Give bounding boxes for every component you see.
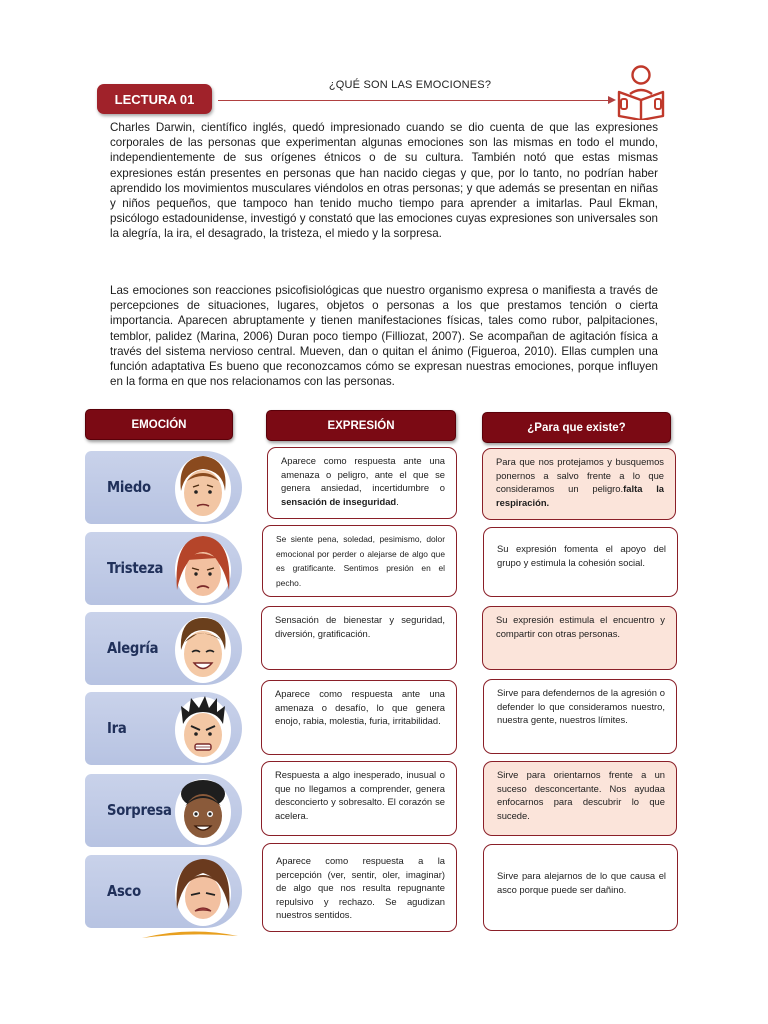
sad-face-icon [167,528,239,608]
purpose-text-bold: falta la respiración. [496,483,665,508]
purpose-card-tristeza [483,527,678,597]
surprised-face-icon [167,770,239,850]
purpose-card-miedo [482,448,676,520]
expression-card-ira [261,680,457,755]
disgust-face-icon [167,851,239,931]
expression-text: Aparece como respuesta ante una amenaza o desafío, lo que genera enojo, rabia, molestia, furia, irritabilidad. [275,688,445,727]
lectura-badge: LECTURA 01 [97,84,212,114]
purpose-card-ira [483,679,677,754]
purpose-card-alegria [482,606,677,670]
happy-face-icon [167,608,239,688]
expression-card-miedo [267,447,457,519]
emotion-panel-sorpresa [85,774,242,847]
angry-face-icon [167,688,239,768]
expression-text-end: . [396,495,399,507]
emotion-panel-asco [85,855,242,928]
column-header-emotion: EMOCIÓN [85,409,233,440]
title-arrow-line [218,100,610,101]
column-header-purpose: ¿Para que existe? [482,412,671,443]
intro-paragraph-darwin: Charles Darwin, científico inglés, quedó impresionado cuando se dio cuenta de que las expresiones corporales de las personas que experimentan algunas emociones son las mismas en todo el mundo, independientemente de sus orígenes étnicos o de su cultura. También notó que estas mismas expresiones están presentes en personas que han nacido ciegas y que, por lo tanto, no podrían haber aprendido los movimientos musculares viéndolos en otras personas; y que además se presentan en niñas y niños pequeños, que tampoco han tenido mucho tiempo para aprender a imitarlas. Paul Ekman, psicólogo estadounidense, investigó y constató que las emociones cuyas expresiones son universales son la alegría, la ira, el desagrado, la tristeza, el miedo y la sorpresa. [110,121,658,241]
emotion-label: Sorpresa [107,801,172,819]
decorative-swoosh-icon [140,928,240,940]
expression-text: Aparece como respuesta a la percepción (ver, sentir, oler, imaginar) de algo que nos resulta repugnante repulsivo y rechazo. Se agudizan nuestros sentidos. [276,855,445,921]
expression-card-tristeza [262,525,457,597]
intro-paragraph-definition: Las emociones son reacciones psicofisiológicas que nuestro organismo expresa o manifiesta a través de percepciones de situaciones, lugares, objetos o personas a los que prestamos tención o cierta importancia. Aparecen abruptamente y tienen manifestaciones físicas, tales como rubor, palpitaciones, temblor, palidez (Marina, 2006) Duran poco tiempo (Filliozat, 2007). Se acompañan de agitación física a través del sistema nervioso central. Mueven, dan o quitan el ánimo (Figueroa, 2010). Ellas cumplen una función adaptativa Es bueno que reconozcamos cómo se expresan nuestras emociones, porque influyen en la forma en que nos relacionamos con las personas. [110,284,658,389]
column-header-expression: EXPRESIÓN [266,410,456,441]
emotion-panel-alegria [85,612,242,685]
fear-face-icon [167,447,239,527]
expression-text: Respuesta a algo inesperado, inusual o que no llegamos a comprender, genera desconcierto y sobresalto. El corazón se acelera. [275,769,445,821]
purpose-text: Su expresión estimula el encuentro y compartir con otras personas. [496,614,665,639]
expression-text: Sensación de bienestar y seguridad, diversión, gratificación. [275,614,445,639]
purpose-text: Sirve para defendernos de la agresión o defender lo que consideramos nuestro, nuestra gente, nuestros límites. [497,687,665,726]
emotion-panel-miedo [85,451,242,524]
purpose-text: Su expresión fomenta el apoyo del grupo y estimula la cohesión social. [497,543,666,568]
purpose-text: Sirve para alejarnos de lo que causa el asco porque puede ser dañino. [497,870,666,895]
emotion-panel-tristeza [85,532,242,605]
emotion-label: Alegría [107,639,159,657]
expression-text: Se siente pena, soledad, pesimismo, dolor emocional por perder o alejarse de algo que es gratificante. Sentimos presión en el pecho. [276,534,445,588]
purpose-card-sorpresa [483,761,677,836]
emotion-label: Tristeza [107,559,164,577]
purpose-text: Para que nos protejamos y busquemos ponernos a salvo frente a lo que consideramos un peligro. [496,456,664,495]
purpose-text: Sirve para orientarnos frente a un suceso desconcertante. Nos ayudaa enfocarnos para descubrir lo que sucede. [497,769,665,821]
expression-text-bold: sensación de inseguridad [281,495,397,507]
emotion-label: Miedo [107,478,151,496]
emotion-panel-ira [85,692,242,765]
emotion-label: Ira [107,719,127,737]
page-title: ¿QUÉ SON LAS EMOCIONES? [328,79,492,91]
title-arrow-head [608,96,616,104]
person-reading-book-icon [616,64,666,120]
expression-card-alegria [261,606,457,670]
expression-card-sorpresa [261,761,457,836]
expression-text: Aparece como respuesta ante una amenaza o peligro, ante el que se genera ansiedad, incertidumbre o [281,455,445,494]
expression-card-asco [262,843,457,932]
emotion-label: Asco [107,882,141,900]
purpose-card-asco [483,844,678,931]
